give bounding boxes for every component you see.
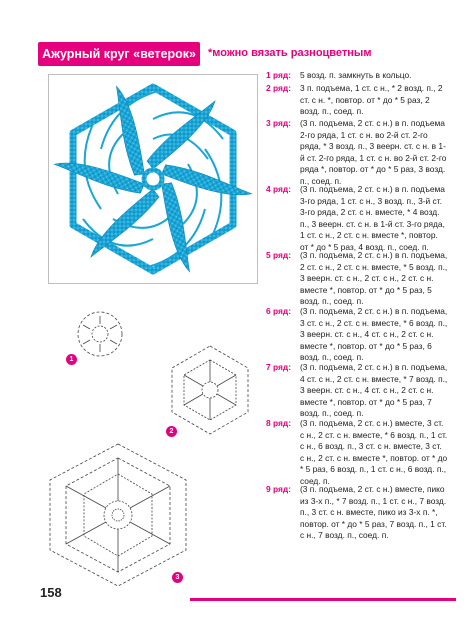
row-label: 4 ряд: [266,184,291,194]
diagram-badge-1: 1 [66,354,77,365]
page-number: 158 [40,585,62,600]
footer-accent-bar [190,598,456,601]
doily-photo [48,74,258,284]
page-title: Ажурный круг «ветерок» [38,42,200,66]
crochet-chart-round-3 [38,440,198,590]
row-text: (3 п. подъема, 2 ст. с н.) в п. подъема 3-го ряда, 1 ст. с н., 3 возд. п., 3-й ст. 3-го ряда, 2 ст. с н. вместе, * 4 возд. п., 3 веерн. ст. с н. в 1-й ст. 3-го ряда, 1 ст. с н., 2 ст. с н. вместе *, повтор. от * до * 5 раз, 4 возд. п., соед. п. [300,184,445,252]
row-label: 3 ряд: [266,118,291,128]
row-label: 8 ряд: [266,418,291,428]
row-label: 5 ряд: [266,250,291,260]
row-label: 1 ряд: [266,70,291,80]
crochet-diagram-2 [160,340,260,440]
diagram-badge-2: 2 [166,426,177,437]
diagram-badge-3: 3 [172,572,183,583]
page-subtitle: *можно вязать разноцветным [208,47,372,59]
row-text: 3 п. подъема, 1 ст. с н., * 2 возд. п., 2 ст. с н. *, повтор. от * до * 5 раз, 2 возд. п., соед. п. [300,83,443,117]
row-text: (3 п. подъема, 2 ст. с н.) в п. подъема, 2 ст. с н., 2 ст. с н. вместе, * 5 возд. п., 3 веерн. ст. с н., 2 ст. с н., 2 ст. с н. вместе *, повтор. от * до * 5 раз, 5 возд. п., соед. п. [300,250,448,307]
row-label: 2 ряд: [266,83,291,93]
row-text: (3 п. подъема, 2 ст. с н.) вместе, пико из 3-х п., * 7 возд. п., 1 ст. с н., 7 возд. п., 3 ст. с н. вместе, пико из 3-х п. *, повтор. от * до * 5 раз, 7 возд. п., 1 ст. с н., 7 возд. п., соед. п. [300,484,447,541]
row-text: (3 п. подъема, 2 ст. с н.) в п. подъема, 3 ст. с н., 2 ст. с н. вместе, * 6 возд. п., 3 веерн. ст. с н., 4 ст. с н., 2 ст. с н. вместе *, повтор. от * до * 5 раз, 6 возд. п., соед. п. [300,306,448,363]
crochet-diagram-3 [38,440,198,590]
row-label: 7 ряд: [266,362,291,372]
crochet-chart-round-2 [160,340,260,440]
crochet-chart-round-1 [60,298,140,378]
row-text: 5 возд. п. замкнуть в кольцо. [300,70,412,80]
row-text: (3 п. подъема, 2 ст. с н.) вместе, 3 ст. с н., 2 ст. с н. вместе, * 6 возд. п., 1 ст. с н., 6 возд. п., 3 ст. с н. вместе, 3 ст. с н., 2 ст. с н. вместе *, повтор. от * до * 5 раз, 6 возд. п., 1 ст. с н., 6 возд. п., соед. п. [300,418,448,486]
row-text: (3 п. подъема, 2 ст. с н.) в п. подъема 2-го ряда, 1 ст. с н. во 2-й ст. 2-го ряда, * 3 возд. п., 3 веерн. ст. с н. в 1-й ст. 2-го ряда, 1 ст. с н. во 2-й ст. 2-го ряда *, повтор. от * до * 5 раз, 3 возд. п., соед. п. [300,118,447,186]
row-label: 9 ряд: [266,484,291,494]
row-label: 6 ряд: [266,306,291,316]
doily-illustration [49,75,257,283]
row-text: (3 п. подъема, 2 ст. с н.) в п. подъема, 4 ст. с н., 2 ст. с н. вместе, * 7 возд. п., 3 веерн. ст. с н., 4 ст. с н., 2 ст. с н. вместе *, повтор. от * до * 5 раз, 7 возд. п., соед. п. [300,362,448,419]
crochet-diagram-1 [60,298,140,378]
